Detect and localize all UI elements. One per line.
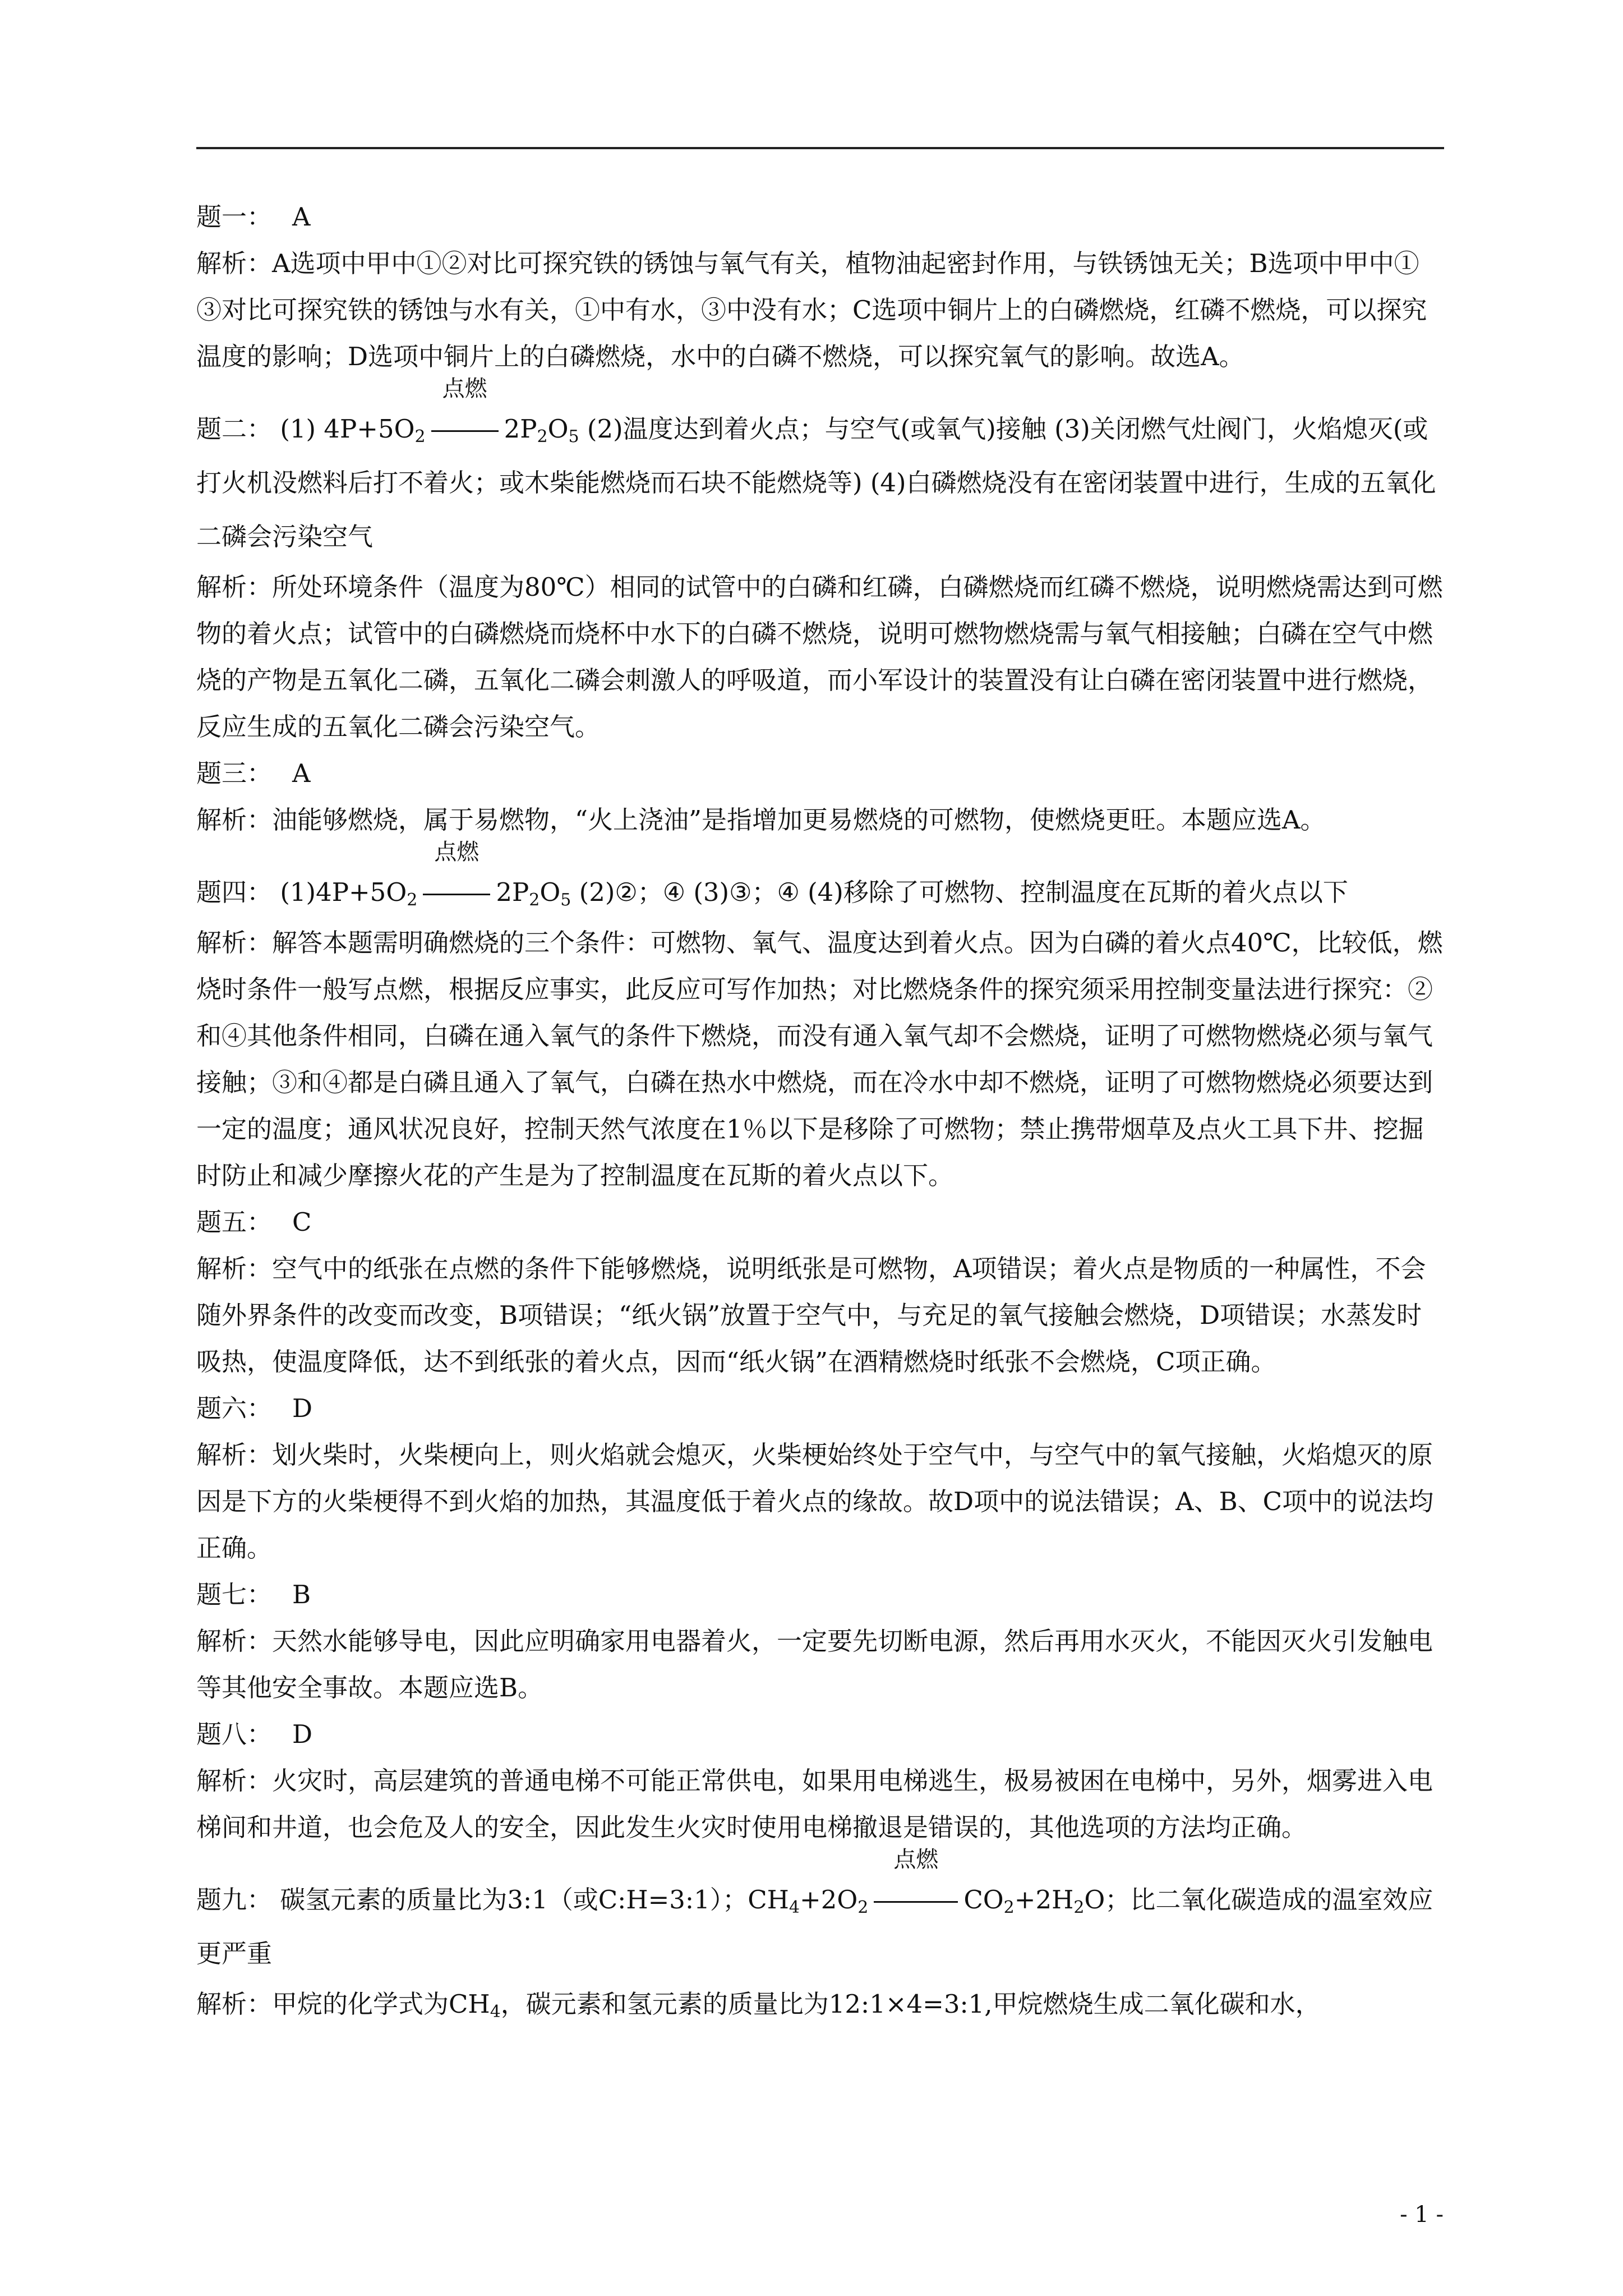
q2-eq-right-sub2: 5 bbox=[568, 427, 579, 447]
q9-analysis-b: ，碳元素和氢元素的质量比为12:1×4=3:1,甲烷燃烧生成二氧化碳和水， bbox=[500, 1989, 1321, 2019]
q9-post3: O；比二氧化碳造成的温室效应更严重 bbox=[196, 1885, 1433, 1968]
q8-answer bbox=[196, 1711, 1444, 1757]
q4-eq-left-sub: 2 bbox=[407, 890, 418, 910]
q1-label: 题一： bbox=[196, 202, 273, 232]
q6-answer bbox=[196, 1385, 1444, 1432]
q5-analysis: 解析：空气中的纸张在点燃的条件下能够燃烧，说明纸张是可燃物，A项错误；着火点是物质的一种属性，不会随外界条件的改变而改变，B项错误；“纸火锅”放置于空气中，与充足的氧气接触会燃烧，D项错误；水蒸发时吸热，使温度降低，达不到纸张的着火点，因而“纸火锅”在酒精燃烧时纸张不会燃烧，C项正确。 bbox=[196, 1254, 1426, 1377]
q9-post1: CO bbox=[963, 1885, 1004, 1915]
q8-analysis: 解析：火灾时，高层建筑的普通电梯不可能正常供电，如果用电梯逃生，极易被困在电梯中，另外，烟雾进入电梯间和井道，也会危及人的安全，因此发生火灾时使用电梯撤退是错误的，其他选项的方法均正确。 bbox=[196, 1766, 1433, 1842]
q2-eq-left-sub: 2 bbox=[414, 427, 426, 447]
q9-post2-sub: 2 bbox=[1073, 1898, 1085, 1917]
q9-analysis-a: 解析：甲烷的化学式为CH bbox=[196, 1989, 490, 2019]
q9-post1-sub: 2 bbox=[1003, 1898, 1015, 1917]
q9-pre-sub: 4 bbox=[789, 1898, 800, 1917]
page-number: - 1 - bbox=[1400, 2202, 1444, 2228]
q2-answer bbox=[196, 376, 1444, 564]
q4-eq-right-mid: O bbox=[540, 877, 561, 907]
q3-analysis: 解析：油能够燃烧，属于易燃物，“火上浇油”是指增加更易燃烧的可燃物，使燃烧更旺。本题应选A。 bbox=[196, 805, 1326, 835]
q4-eq-right-sub1: 2 bbox=[529, 890, 540, 910]
q3-answer bbox=[196, 750, 1444, 797]
q6-label: 题六： bbox=[196, 1393, 273, 1423]
q3-label: 题三： bbox=[196, 758, 273, 788]
q7-label: 题七： bbox=[196, 1580, 273, 1609]
q9-pre: 碳氢元素的质量比为3:1（或C:H=3:1）；CH bbox=[280, 1885, 789, 1915]
q9-label: 题九： bbox=[196, 1885, 273, 1915]
q9-mid: +2O bbox=[799, 1885, 858, 1915]
q4-label: 题四： bbox=[196, 877, 273, 907]
q2-eq-right-mid: O bbox=[547, 414, 569, 444]
q4-answer-rest: (2)②；④ (3)③；④ (4)移除了可燃物、控制温度在瓦斯的着火点以下 bbox=[571, 877, 1348, 907]
q2-condition-text: 点燃 bbox=[442, 376, 487, 402]
q4-eq-right: 2P bbox=[496, 877, 529, 907]
q9-reaction-condition bbox=[870, 1847, 961, 1927]
q6-analysis: 解析：划火柴时，火柴梗向上，则火焰就会熄灭，火柴梗始终处于空气中，与空气中的氧气接触，火焰熄灭的原因是下方的火柴梗得不到火焰的加热，其温度低于着火点的缘故。故D项中的说法错误；A、B、C项中的说法均正确。 bbox=[196, 1440, 1434, 1563]
q8-answer-value: D bbox=[292, 1719, 313, 1749]
q1-answer bbox=[196, 194, 1444, 240]
q9-post2: +2H bbox=[1014, 1885, 1074, 1915]
q9-analysis-sub: 4 bbox=[490, 2002, 501, 2022]
q2-eq-left: (1) 4P+5O bbox=[280, 414, 415, 444]
q9-condition-text: 点燃 bbox=[893, 1847, 939, 1872]
q4-analysis: 解析：解答本题需明确燃烧的三个条件：可燃物、氧气、温度达到着火点。因为白磷的着火点40℃，比较低，燃烧时条件一般写点燃，根据反应事实，此反应可写作加热；对比燃烧条件的探究须采用控制变量法进行探究：②和④其他条件相同，白磷在通入氧气的条件下燃烧，而没有通入氧气却不会燃烧，证明了可燃物燃烧必须与氧气接触；③和④都是白磷且通入了氧气，白磷在热水中燃烧，而在冷水中却不燃烧，证明了可燃物燃烧必须要达到一定的温度；通风状况良好，控制天然气浓度在1％以下是移除了可燃物；禁止携带烟草及点火工具下井、挖掘时防止和减少摩擦火花的产生是为了控制温度在瓦斯的着火点以下。 bbox=[196, 928, 1443, 1190]
q4-condition-text: 点燃 bbox=[434, 839, 479, 865]
q2-analysis: 解析：所处环境条件（温度为80℃）相同的试管中的白磷和红磷，白磷燃烧而红磷不燃烧，说明燃烧需达到可燃物的着火点；试管中的白磷燃烧而烧杯中水下的白磷不燃烧，说明可燃物燃烧需与氧气相接触；白磷在空气中燃烧的产物是五氧化二磷，五氧化二磷会刺激人的呼吸道，而小军设计的装置没有让白磷在密闭装置中进行燃烧，反应生成的五氧化二磷会污染空气。 bbox=[196, 572, 1443, 742]
q2-answer-rest: (2)温度达到着火点；与空气(或氧气)接触 (3)关闭燃气灶阀门，火焰熄灭(或打火机没燃料后打不着火；或木柴能燃烧而石块不能燃烧等) (4)白磷燃烧没有在密闭装置中进行，生成的五氧化二磷会污染空气 bbox=[196, 414, 1436, 551]
q2-eq-right: 2P bbox=[504, 414, 537, 444]
q5-answer-value: C bbox=[292, 1207, 312, 1237]
q8-label: 题八： bbox=[196, 1719, 273, 1749]
q2-reaction-condition bbox=[428, 376, 502, 456]
q2-eq-right-sub1: 2 bbox=[537, 427, 548, 447]
q9-mid-sub: 2 bbox=[857, 1898, 869, 1917]
answer-document bbox=[196, 194, 1444, 2027]
q3-answer-value: A bbox=[292, 758, 311, 788]
q6-answer-value: D bbox=[292, 1393, 313, 1423]
q7-answer bbox=[196, 1571, 1444, 1618]
q5-label: 题五： bbox=[196, 1207, 273, 1237]
q7-answer-value: B bbox=[292, 1580, 311, 1609]
q1-analysis: 解析：A选项中甲中①②对比可探究铁的锈蚀与氧气有关，植物油起密封作用，与铁锈蚀无关；B选项中甲中①③对比可探究铁的锈蚀与水有关，①中有水，③中没有水；C选项中铜片上的白磷燃烧，红磷不燃烧，可以探究温度的影响；D选项中铜片上的白磷燃烧，水中的白磷不燃烧，可以探究氧气的影响。故选A。 bbox=[196, 249, 1427, 371]
q4-eq-right-sub2: 5 bbox=[560, 890, 571, 910]
header-rule bbox=[196, 147, 1444, 149]
q1-answer-value: A bbox=[292, 202, 311, 232]
q5-answer bbox=[196, 1199, 1444, 1245]
q2-label: 题二： bbox=[196, 414, 273, 444]
q9-answer bbox=[196, 1847, 1444, 1981]
q9-analysis bbox=[196, 1981, 1444, 2027]
q4-reaction-condition bbox=[419, 839, 494, 919]
q4-eq-left: (1)4P+5O bbox=[280, 877, 407, 907]
q4-answer bbox=[196, 839, 1444, 919]
q7-analysis: 解析：天然水能够导电，因此应明确家用电器着火，一定要先切断电源，然后再用水灭火，不能因灭火引发触电等其他安全事故。本题应选B。 bbox=[196, 1626, 1433, 1703]
